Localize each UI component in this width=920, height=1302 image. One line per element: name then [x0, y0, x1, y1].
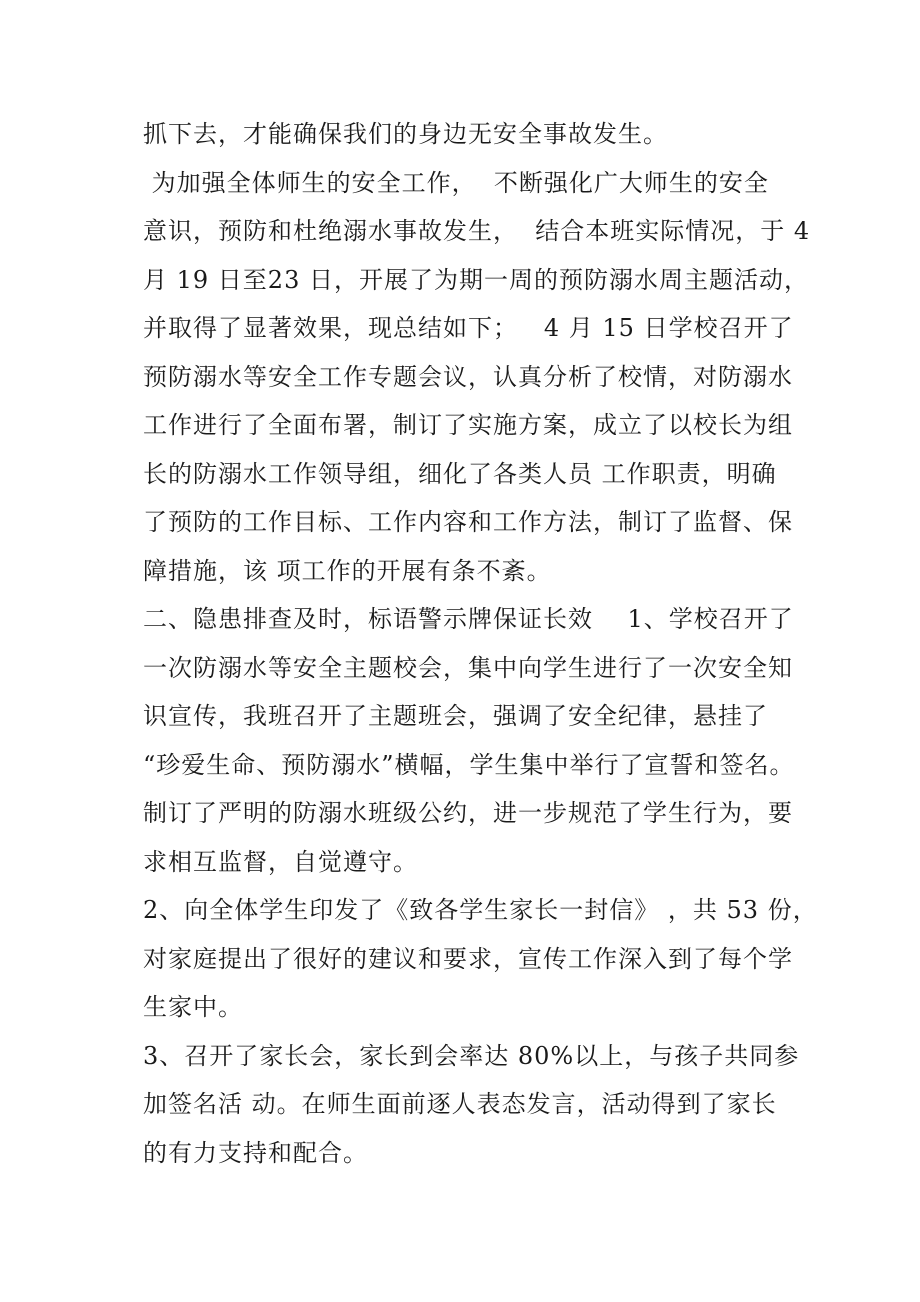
text-line: 月 19 日至23 日，开展了为期一周的预防溺水周主题活动， — [143, 265, 809, 294]
section-heading-line: 二、隐患排查及时，标语警示牌保证长效 1、学校召开了 — [143, 605, 794, 633]
text-line: 3、召开了家长会，家长到会率达 80%以上，与孩子共同参 — [143, 1041, 800, 1070]
text-line: 2、向全体学生印发了《致各学生家长一封信》 ，共 53 份， — [143, 896, 818, 924]
text-line: “珍爱生命、预防溺水”横幅，学生集中举行了宣誓和签名。 — [143, 750, 795, 779]
text-line: 抓下去，才能确保我们的身边无安全事故发生。 — [143, 120, 668, 148]
text-line: 的有力支持和配合。 — [143, 1138, 368, 1167]
text-line: 意识，预防和杜绝溺水事故发生， 结合本班实际情况，于 4 — [143, 217, 811, 245]
text-line: 为加强全体师生的安全工作， 不断强化广大师生的安全 — [143, 168, 769, 197]
text-line: 一次防溺水等安全主题校会，集中向学生进行了一次安全知 — [143, 653, 793, 682]
text-line: 制订了严明的防溺水班级公约，进一步规范了学生行为，要 — [143, 799, 793, 827]
text-line: 长的防溺水工作领导组，细化了各类人员 工作职责，明确 — [143, 459, 777, 488]
text-line: 工作进行了全面布署，制订了实施方案，成立了以校长为组 — [143, 411, 793, 439]
text-line: 求相互监督，自觉遵守。 — [143, 847, 418, 876]
text-line: 识宣传，我班召开了主题班会，强调了安全纪律，悬挂了 — [143, 702, 768, 730]
text-line: 加签名活 动。在师生面前逐人表态发言，活动得到了家长 — [143, 1090, 777, 1118]
body-text — [143, 110, 818, 1177]
text-line: 生家中。 — [143, 993, 243, 1021]
text-line: 障措施，该 项工作的开展有条不紊。 — [143, 556, 552, 585]
text-line: 并取得了显著效果，现总结如下； 4 月 15 日学校召开了 — [143, 314, 794, 342]
text-line: 预防溺水等安全工作专题会议，认真分析了校情，对防溺水 — [143, 362, 793, 391]
text-line: 了预防的工作目标、工作内容和工作方法，制订了监督、保 — [143, 508, 793, 536]
text-line: 对家庭提出了很好的建议和要求，宣传工作深入到了每个学 — [143, 944, 793, 973]
